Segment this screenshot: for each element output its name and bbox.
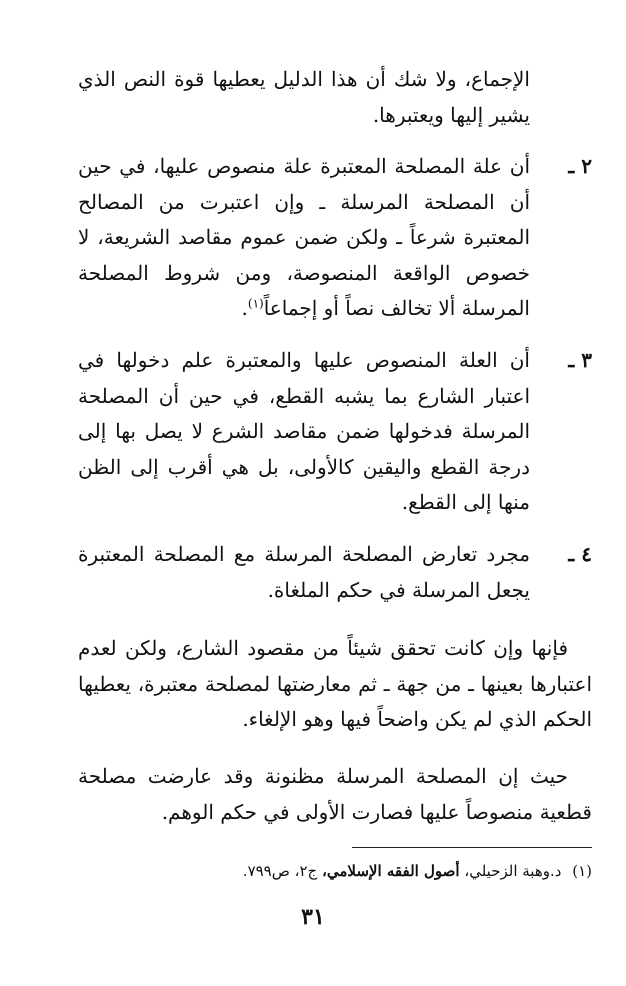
footnote-author: د.وهبة الزحيلي، (464, 862, 562, 880)
item-body: أن علة المصلحة المعتبرة علة منصوص عليها، في حين أن المصلحة المرسلة ـ وإن اعتبرت من المصالح المعتبرة شرعاً ـ ولكن ضمن عموم مقاصد الشريعة، لا خصوص الواقعة المنصوصة، ومن شروط المصلحة المرسلة ألا تخالف نصاً أو إجماعاً (78, 154, 530, 320)
intro-paragraph: الإجماع، ولا شك أن هذا الدليل يعطيها قوة النص الذي يشير إليها ويعتبرها. (78, 67, 530, 127)
item-number: ٣ ـ (568, 348, 592, 372)
footnote-reference[interactable]: (١) (247, 296, 264, 311)
footnote-location: ج٢، ص٧٩٩. (242, 862, 318, 880)
item-text: مجرد تعارض المصلحة المرسلة مع المصلحة المعتبرة يجعل المرسلة في حكم الملغاة. (78, 542, 530, 602)
page-number: ٣١ (301, 904, 325, 930)
footnote-number: (١) (572, 862, 592, 880)
item-text (78, 149, 530, 327)
footnote-book-title: أصول الفقه الإسلامي، (322, 862, 460, 880)
item-end: . (241, 296, 248, 320)
item-number: ٤ ـ (568, 542, 592, 566)
item-text: أن العلة المنصوص عليها والمعتبرة علم دخولها في اعتبار الشارع بما يشبه القطع، في حين أن المصلحة المرسلة فدخولها ضمن مقاصد الشرع لا يصل بها إلى درجة القطع واليقين كالأولى، بل هي أقرب إلى الظن منها إلى القطع. (78, 348, 530, 514)
body-paragraph: فإنها وإن كانت تحقق شيئاً من مقصود الشارع، ولكن لعدم اعتبارها بعينها ـ من جهة ـ ثم معارضتها لمصلحة معتبرة، يعطيها الحكم الذي لم يكن واضحاً فيها وهو الإلغاء. (78, 636, 592, 731)
item-number: ٢ ـ (568, 154, 592, 178)
body-paragraph: حيث إن المصلحة المرسلة مظنونة وقد عارضت مصلحة قطعية منصوصاً عليها فصارت الأولى في حكم الوهم. (78, 764, 592, 824)
footnote (72, 858, 592, 884)
footnote-divider (352, 847, 592, 848)
